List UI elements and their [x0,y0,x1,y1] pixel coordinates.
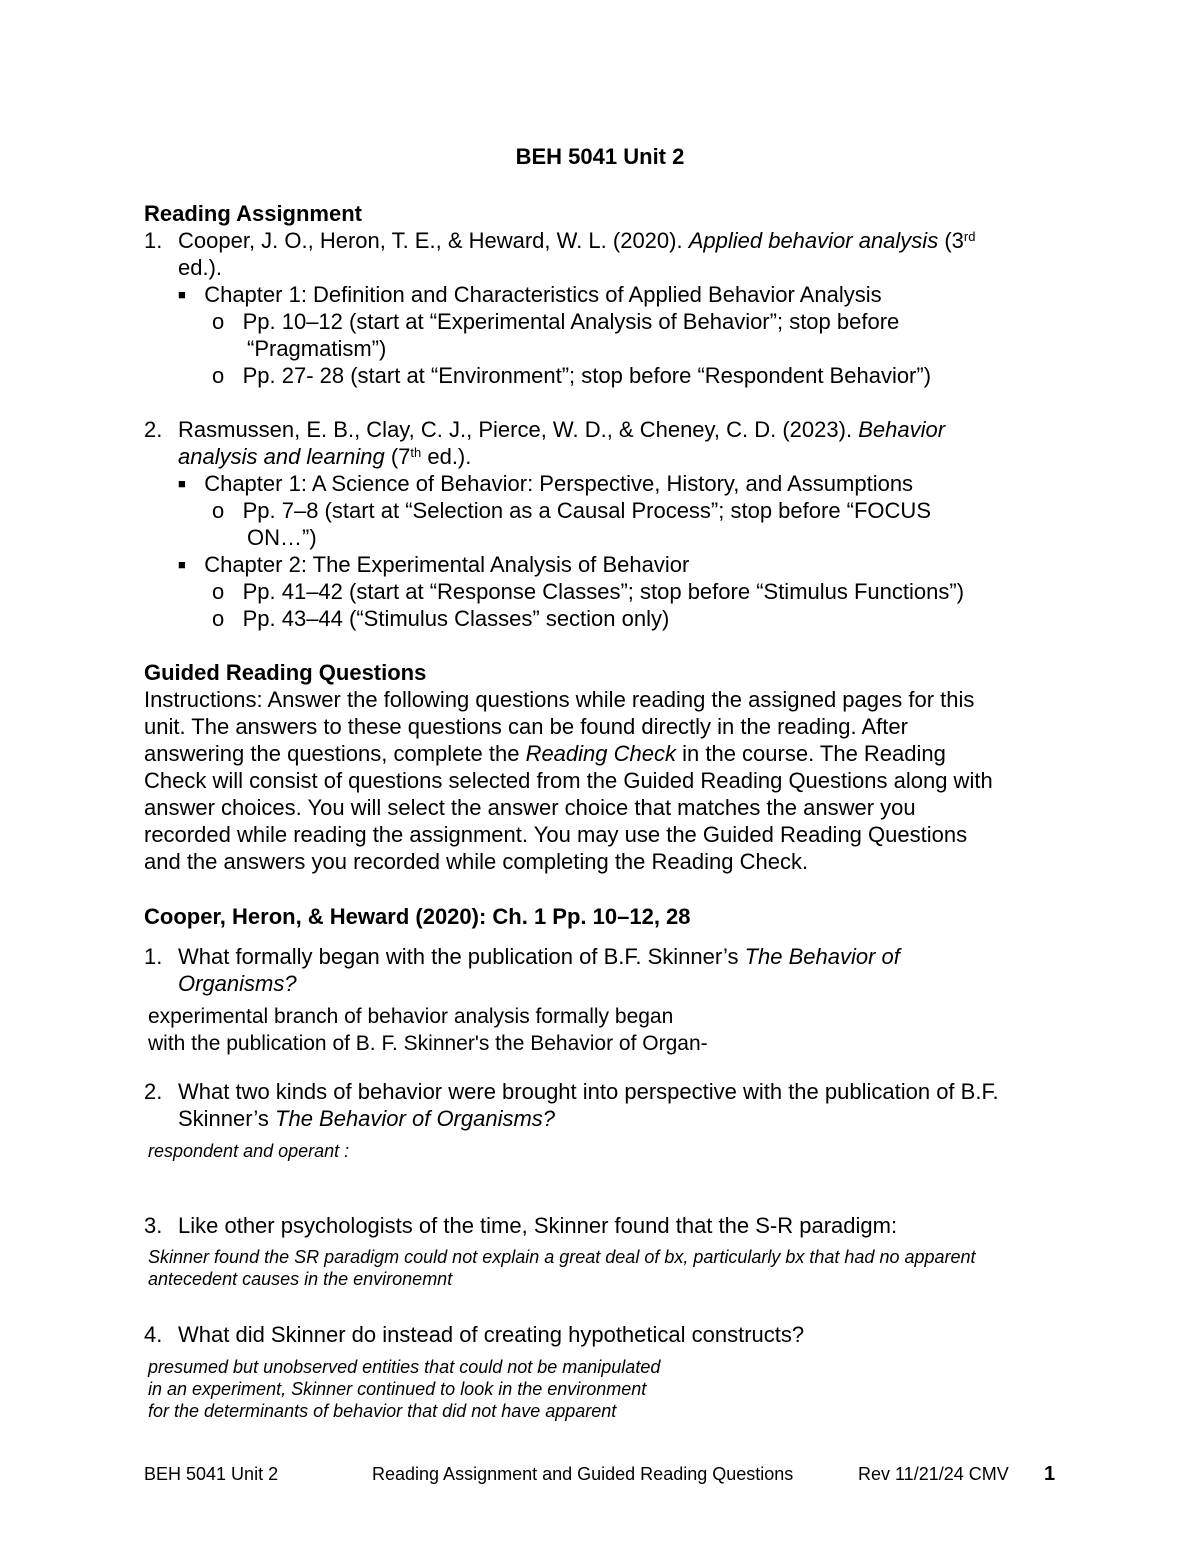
chapter-item [178,551,689,581]
pages-label: Pp. 10–12 (start at “Experimental Analysis of Behavior”; stop before [242,309,900,334]
question-text: What formally began with the publication of B.F. Skinner’s [178,944,745,969]
footer-document-type: Reading Assignment and Guided Reading Questions [372,1464,794,1484]
chapter-label: Chapter 1: Definition and Characteristics of Applied Behavior Analysis [204,282,882,307]
document-title: BEH 5041 Unit 2 [515,144,685,169]
chapter-item [178,470,913,500]
question-3 [144,1212,897,1239]
citation-text: ed.). [421,444,472,469]
answer-field[interactable]: for the determinants of behavior that did not have apparent [148,1401,617,1421]
chapter-label: Chapter 1: A Science of Behavior: Perspective, History, and Assumptions [204,471,914,496]
question-text: Skinner’s [178,1106,276,1131]
instructions-text: in the course. The Reading [676,741,946,766]
instructions-line: Instructions: Answer the following questions while reading the assigned pages for this [144,687,975,712]
instructions-line: answer choices. You will select the answer choice that matches the answer you [144,795,916,820]
section-heading: Cooper, Heron, & Heward (2020): Ch. 1 Pp. 10–12, 28 [144,904,691,929]
pages-continuation: “Pragmatism”) [247,336,387,361]
book-title: The Behavior of Organisms? [275,1106,556,1131]
question-continuation [178,1105,555,1132]
pages-item [212,308,899,335]
list-number: 2. [144,1079,163,1104]
circle-bullet-icon: o [212,498,225,523]
ordinal-suffix: th [410,445,422,460]
pages-label: Pp. 43–44 (“Stimulus Classes” section only) [242,606,670,631]
square-bullet-icon: ■ [178,557,186,572]
chapter-label: Chapter 2: The Experimental Analysis of Behavior [204,552,690,577]
chapter-item [178,281,882,311]
circle-bullet-icon: o [212,363,225,388]
square-bullet-icon: ■ [178,476,186,491]
instructions-text: answering the questions, complete the [144,741,526,766]
reading-item-2 [144,416,945,443]
instructions-line: and the answers you recorded while completing the Reading Check. [144,849,809,874]
circle-bullet-icon: o [212,606,225,631]
answer-field[interactable]: presumed but unobserved entities that could not be manipulated [148,1357,661,1377]
instructions-line [144,740,946,767]
pages-item [212,605,669,632]
pages-label: Pp. 27- 28 (start at “Environment”; stop before “Respondent Behavior”) [242,363,932,388]
answer-field[interactable]: experimental branch of behavior analysis formally began [148,1005,674,1028]
question-text: What did Skinner do instead of creating hypothetical constructs? [178,1322,805,1347]
reading-item-1 [144,227,975,254]
list-number: 3. [144,1213,163,1238]
pages-label: Pp. 41–42 (start at “Response Classes”; stop before “Stimulus Functions”) [242,579,965,604]
ordinal-suffix: rd [963,229,976,244]
reading-check-emphasis: Reading Check [525,741,676,766]
answer-field[interactable]: antecedent causes in the environemnt [148,1269,453,1289]
question-1 [144,943,900,970]
citation-continuation [178,443,471,470]
list-number: 2. [144,417,163,442]
footer-revision: Rev 11/21/24 CMV [858,1464,1009,1484]
answer-field[interactable]: in an experiment, Skinner continued to look in the environment [148,1379,647,1399]
list-number: 1. [144,228,163,253]
question-continuation: Organisms? [178,971,297,996]
pages-continuation: ON…”) [247,525,317,550]
citation-text: Rasmussen, E. B., Clay, C. J., Pierce, W. D., & Cheney, C. D. (2023). [178,417,859,442]
citation-text: (7 [384,444,411,469]
instructions-line: Check will consist of questions selected from the Guided Reading Questions along with [144,768,993,793]
question-text: Like other psychologists of the time, Skinner found that the S-R paradigm: [178,1213,898,1238]
book-title: analysis and learning [178,444,385,469]
pages-item [212,578,964,605]
list-number: 4. [144,1322,163,1347]
answer-field[interactable]: respondent and operant : [148,1141,350,1161]
citation-continuation: ed.). [178,255,223,280]
pages-label: Pp. 7–8 (start at “Selection as a Causal Process”; stop before “FOCUS [242,498,931,523]
question-4 [144,1321,804,1348]
answer-field[interactable]: with the publication of B. F. Skinner's the Behavior of Organ- [148,1032,708,1055]
reading-assignment-heading: Reading Assignment [144,201,362,226]
question-text: What two kinds of behavior were brought into perspective with the publication of B.F. [178,1079,999,1104]
instructions-line: unit. The answers to these questions can be found directly in the reading. After [144,714,908,739]
list-number: 1. [144,944,163,969]
book-title: Behavior [858,417,946,442]
instructions-line: recorded while reading the assignment. You may use the Guided Reading Questions [144,822,968,847]
citation-text: Cooper, J. O., Heron, T. E., & Heward, W. L. (2020). [178,228,689,253]
guided-questions-heading: Guided Reading Questions [144,660,427,685]
question-2 [144,1078,999,1105]
pages-item [212,362,931,389]
pages-item [212,497,931,524]
page-number: 1 [1044,1463,1056,1485]
circle-bullet-icon: o [212,309,225,334]
square-bullet-icon: ■ [178,287,186,302]
circle-bullet-icon: o [212,579,225,604]
answer-field[interactable]: Skinner found the SR paradigm could not explain a great deal of bx, particularly bx that had no apparent [148,1247,976,1267]
book-title: The Behavior of [744,944,900,969]
footer-course: BEH 5041 Unit 2 [144,1464,279,1484]
citation-text: (3 [938,228,964,253]
book-title: Applied behavior analysis [688,228,939,253]
